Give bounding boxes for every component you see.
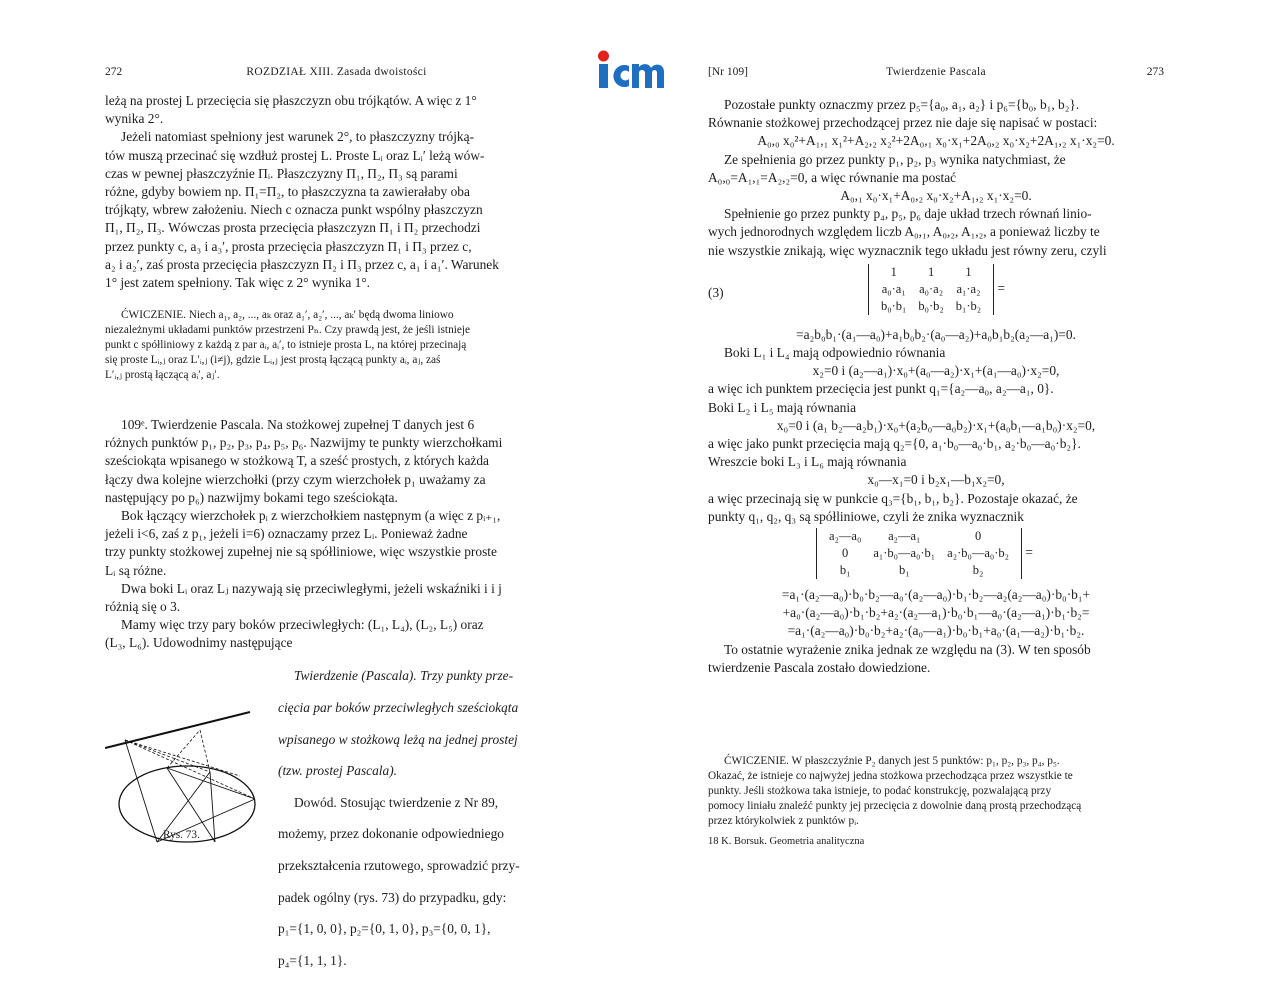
section-109 bbox=[105, 416, 568, 653]
text-line: a więc ich punktem przecięcia jest punkt q₁={a₂—a₀, a₂—a₁, 0}. bbox=[708, 381, 1054, 397]
equation: x₂=0 i (a₂—a₁)·x₀+(a₀—a₂)·x₁+(a₁—a₀)·x₂=0, bbox=[812, 363, 1060, 379]
text-line: Jeżeli natomiast spełniony jest warunek 2°, to płaszczyzny trójką- bbox=[121, 129, 475, 145]
right-exercise bbox=[708, 754, 1164, 829]
exercise-line: punkty. Jeśli stożkowa taka istnieje, to podać konstrukcję, pozwalającą przy bbox=[708, 784, 1052, 797]
proof-line: możemy, przez dokonanie odpowiedniego bbox=[278, 826, 504, 842]
theorem-line: wpisanego w stożkową leżą na jednej prostej bbox=[278, 731, 518, 747]
page-number: 273 bbox=[1146, 66, 1164, 78]
text-line: leżą na prostej L przecięcia się płaszczyzn obu trójkątów. A więc z 1° bbox=[105, 93, 477, 108]
equation: x₀=0 i (a₁ b₂—a₂b₁)·x₀+(a₂b₀—a₀b₂)·x₁+(a₀b₁—a₁b₀)·x₂=0, bbox=[776, 417, 1096, 433]
exercise-line: Okazać, że istnieje co najwyżej jedna stożkowa przechodząca przez wszystkie te bbox=[708, 769, 1073, 782]
text-line: (L₃, L₆). Udowodnimy następujące bbox=[105, 635, 293, 651]
theorem-block bbox=[278, 654, 568, 983]
text-line: Pozostałe punkty oznaczmy przez p₅={a₀, a₁, a₂} i p₆={b₀, b₁, b₂}. bbox=[724, 97, 1080, 112]
left-running-head bbox=[105, 62, 568, 80]
theorem-line: cięcia par boków przeciwległych sześciokąta bbox=[278, 699, 519, 715]
text-line: Mamy więc trzy pary boków przeciwległych: (L₁, L₄), (L₂, L₅) oraz bbox=[121, 617, 484, 633]
exercise-line: pomocy liniału znaleźć punkty jej przecięcia z dowolnie daną prostą przechodzącą bbox=[708, 799, 1082, 812]
determinant-2-row bbox=[708, 528, 1164, 586]
text-line: a więc jako punkt przecięcia mają q₂={0, a₁·b₀—a₀·b₁, a₂·b₀—a₀·b₂}. bbox=[708, 436, 1081, 452]
text-line: To ostatnie wyrażenie znika jednak ze względu na (3). W ten sposób bbox=[724, 641, 1091, 657]
right-running-head bbox=[708, 62, 1164, 80]
proof-line: p₄={1, 1, 1}. bbox=[278, 952, 347, 968]
determinant-2: a₂—a₀ a₂—a₁ 0 0 a₁·b₀—a₀·b₁ a₂·b₀—a₀·b₂ b₁ b₁ b₂ bbox=[816, 528, 1022, 579]
section-ref: [Nr 109] bbox=[708, 66, 748, 78]
left-exercise bbox=[105, 308, 568, 383]
proof-line: Dowód. Stosując twierdzenie z Nr 89, bbox=[294, 794, 499, 810]
text-line: a więc przecinają się w punkcie q₃={b₁, b₁, b₂}. Pozostaje okazać, że bbox=[708, 490, 1078, 506]
text-line: tów muszą przecinać się wzdłuż prostej L. Proste Lᵢ oraz Lᵢ′ leżą wów- bbox=[105, 147, 485, 163]
text-line: sześciokąta wpisanego w stożkową T, a sześć prostych, z których każda bbox=[105, 453, 489, 469]
text-line: różnią się o 3. bbox=[105, 599, 181, 615]
section-heading-line: 109ᵉ. Twierdzenie Pascala. Na stożkowej zupełnej T danych jest 6 bbox=[121, 417, 475, 432]
text-line: Spełnienie go przez punkty p₄, p₅, p₆ daje układ trzech równań linio- bbox=[724, 206, 1092, 222]
running-title: Twierdzenie Pascala bbox=[886, 66, 986, 78]
proof-line: padek ogólny (rys. 73) do przypadku, gdy: bbox=[278, 889, 507, 905]
text-line: Lᵢ są różne. bbox=[105, 562, 167, 578]
text-line: Boki L₁ i L₄ mają odpowiednio równania bbox=[724, 345, 946, 361]
text-line: następujący po p₆) nazwijmy bokami tego sześciokąta. bbox=[105, 489, 398, 505]
proof-line: przekształcenia rzutowego, sprowadzić przy- bbox=[278, 857, 520, 873]
exercise-line: ĆWICZENIE. Niech a₁, a₂, ..., aₖ oraz a₁′, a₂′, ..., aₖ′ będą dwoma liniowo bbox=[121, 309, 454, 321]
exercise-line: L′ᵢ,ⱼ prostą łączącą aᵢ′, aⱼ′. bbox=[105, 368, 220, 381]
text-line: trzy punkty stożkowej zupełnej nie są spółliniowe, więc wszystkie proste bbox=[105, 544, 497, 560]
equation-number: (3) bbox=[708, 284, 724, 300]
text-line: twierdzenie Pascala zostało dowiedzione. bbox=[708, 659, 931, 675]
text-line: Π₁, Π₂, Π₃. Wówczas prosta przecięcia płaszczyzn Π₁ i Π₂ przechodzi bbox=[105, 220, 481, 236]
equation: =a₂b₀b₁·(a₁—a₀)+a₁b₀b₂·(a₀—a₂)+a₀b₁b₂(a₂—a₁)=0. bbox=[796, 326, 1076, 342]
equation: A₀,₀ x₀²+A₁,₁ x₁²+A₂,₂ x₂²+2A₀,₁ x₀·x₁+2A₀,₂ x₀·x₂+2A₁,₂ x₁·x₂=0. bbox=[757, 133, 1115, 149]
proof-line: p₁={1, 0, 0}, p₂={0, 1, 0}, p₃={0, 0, 1}, bbox=[278, 921, 491, 937]
text-line: różne, gdyby bowiem np. Π₁=Π₂, to płaszczyzna ta zawierałaby oba bbox=[105, 184, 470, 200]
text-line: punkty q₁, q₂, q₃ są spółliniowe, czyli że znika wyznacznik bbox=[708, 508, 1024, 524]
determinant-1: 1 1 1 a₀·a₁ a₀·a₂ a₁·a₂ b₀·b₁ b₀·b₂ b₁·b₂ bbox=[868, 264, 994, 315]
text-line: 1° jest zatem spełniony. Tak więc z 2° wynika 1°. bbox=[105, 275, 371, 291]
equals-sign: = bbox=[1025, 544, 1033, 560]
left-text-block bbox=[105, 92, 568, 292]
equals-sign: = bbox=[997, 280, 1006, 296]
theorem-line: (tzw. prostej Pascala). bbox=[278, 763, 398, 779]
figure-caption: Rys. 73. bbox=[163, 829, 200, 841]
determinant-1-row bbox=[708, 264, 1164, 326]
text-line: a₂ i a₂′, zaś prosta przecięcia płaszczyzn Π₂ i Π₃ przez c, a₁ i a₁′. Warunek bbox=[105, 256, 499, 272]
text-line: czas w pewnej płaszczyźnie Πᵢ. Płaszczyzny Π₁, Π₂, Π₃ są parami bbox=[105, 165, 458, 181]
text-line: Dwa boki Lᵢ oraz Lⱼ nazywają się przeciwległymi, jeżeli wskaźniki i i j bbox=[121, 580, 502, 596]
theorem-line: Twierdzenie (Pascala). Trzy punkty prze- bbox=[294, 668, 514, 684]
page-footer: 18 K. Borsuk. Geometria analityczna bbox=[708, 836, 865, 847]
equation: =a₁·(a₂—a₀)·b₀·b₂+a₂·(a₀—a₁)·b₀·b₁+a₀·(a₁—a₂)·b₁·b₂. bbox=[787, 623, 1085, 639]
text-line: różnych punktów p₁, p₂, p₃, p₄, p₅, p₆. Nazwijmy te punkty wierzchołkami bbox=[105, 435, 503, 451]
text-line: Boki L₂ i L₅ mają równania bbox=[708, 399, 857, 415]
text-line: jeżeli i<6, zaś z p₁, jeżeli i=6) oznaczamy przez Lᵢ. Ponieważ żadne bbox=[105, 526, 468, 542]
right-text-block bbox=[708, 96, 1164, 677]
text-line: wych jednorodnych względem liczb A₀,₁, A₀,₂, A₁,₂, a ponieważ liczby te bbox=[708, 224, 1100, 240]
text-line: A₀,₀=A₁,₁=A₂,₂=0, a więc równanie ma postać bbox=[708, 169, 957, 185]
running-title: ROZDZIAŁ XIII. Zasada dwoistości bbox=[246, 66, 427, 78]
exercise-line: niezależnymi układami punktów przestrzeni Pₙ. Czy prawdą jest, że jeśli istnieje bbox=[105, 323, 471, 336]
exercise-line: przez którykolwiek z punktów pᵢ. bbox=[708, 814, 859, 827]
text-line: Wreszcie boki L₃ i L₆ mają równania bbox=[708, 454, 907, 470]
exercise-line: się proste Lᵢ,ⱼ oraz L′ᵢ,ⱼ (i≠j), gdzie Lᵢ,ⱼ jest prostą łączącą punkty aᵢ, aⱼ, zaś bbox=[105, 353, 441, 366]
text-line: Równanie stożkowej przechodzącej przez nie daje się napisać w postaci: bbox=[708, 115, 1098, 131]
exercise-line: ĆWICZENIE. W płaszczyźnie P₂ danych jest 5 punktów: p₁, p₂, p₃, p₄, p₅. bbox=[724, 755, 1060, 767]
page-number: 272 bbox=[105, 66, 123, 78]
text-line: trójkąty, wbrew założeniu. Niech c oznacza punkt wspólny płaszczyzn bbox=[105, 202, 483, 218]
exercise-line: punkt c spółliniowy z każdą z par aᵢ, aᵢ′, to istnieje prosta L, na której przecinają bbox=[105, 338, 467, 351]
text-line: nie wszystkie znikają, więc wyznacznik tego układu jest równy zeru, czyli bbox=[708, 242, 1107, 258]
equation: +a₀·(a₂—a₀)·b₁·b₂+a₂·(a₂—a₁)·b₀·b₁—a₀·(a₂—a₁)·b₁·b₂= bbox=[782, 605, 1090, 621]
equation: =a₁·(a₂—a₀)·b₀·b₂—a₀·(a₂—a₀)·b₁·b₂—a₂(a₂—a₀)·b₀·b₁+ bbox=[781, 587, 1091, 603]
equation: x₀—x₁=0 i b₂x₁—b₁x₂=0, bbox=[867, 472, 1005, 488]
text-line: przez punkty c, a₃ i a₃′, prosta przecięcia płaszczyzn Π₁ i Π₃ przez c, bbox=[105, 238, 472, 254]
text-line: łączy dwa kolejne wierzchołki (przy czym wierzchołek p₁ uważamy za bbox=[105, 471, 486, 487]
equation: A₀,₁ x₀·x₁+A₀,₂ x₀·x₂+A₁,₂ x₁·x₂=0. bbox=[840, 188, 1032, 204]
icm-logo bbox=[596, 48, 666, 90]
text-line: Bok łączący wierzchołek pᵢ z wierzchołkiem następnym (a więc z pᵢ₊₁, bbox=[121, 508, 501, 524]
text-line: Ze spełnienia go przez punkty p₁, p₂, p₃ wynika natychmiast, że bbox=[724, 151, 1066, 167]
text-line: wynika 2°. bbox=[105, 111, 164, 127]
